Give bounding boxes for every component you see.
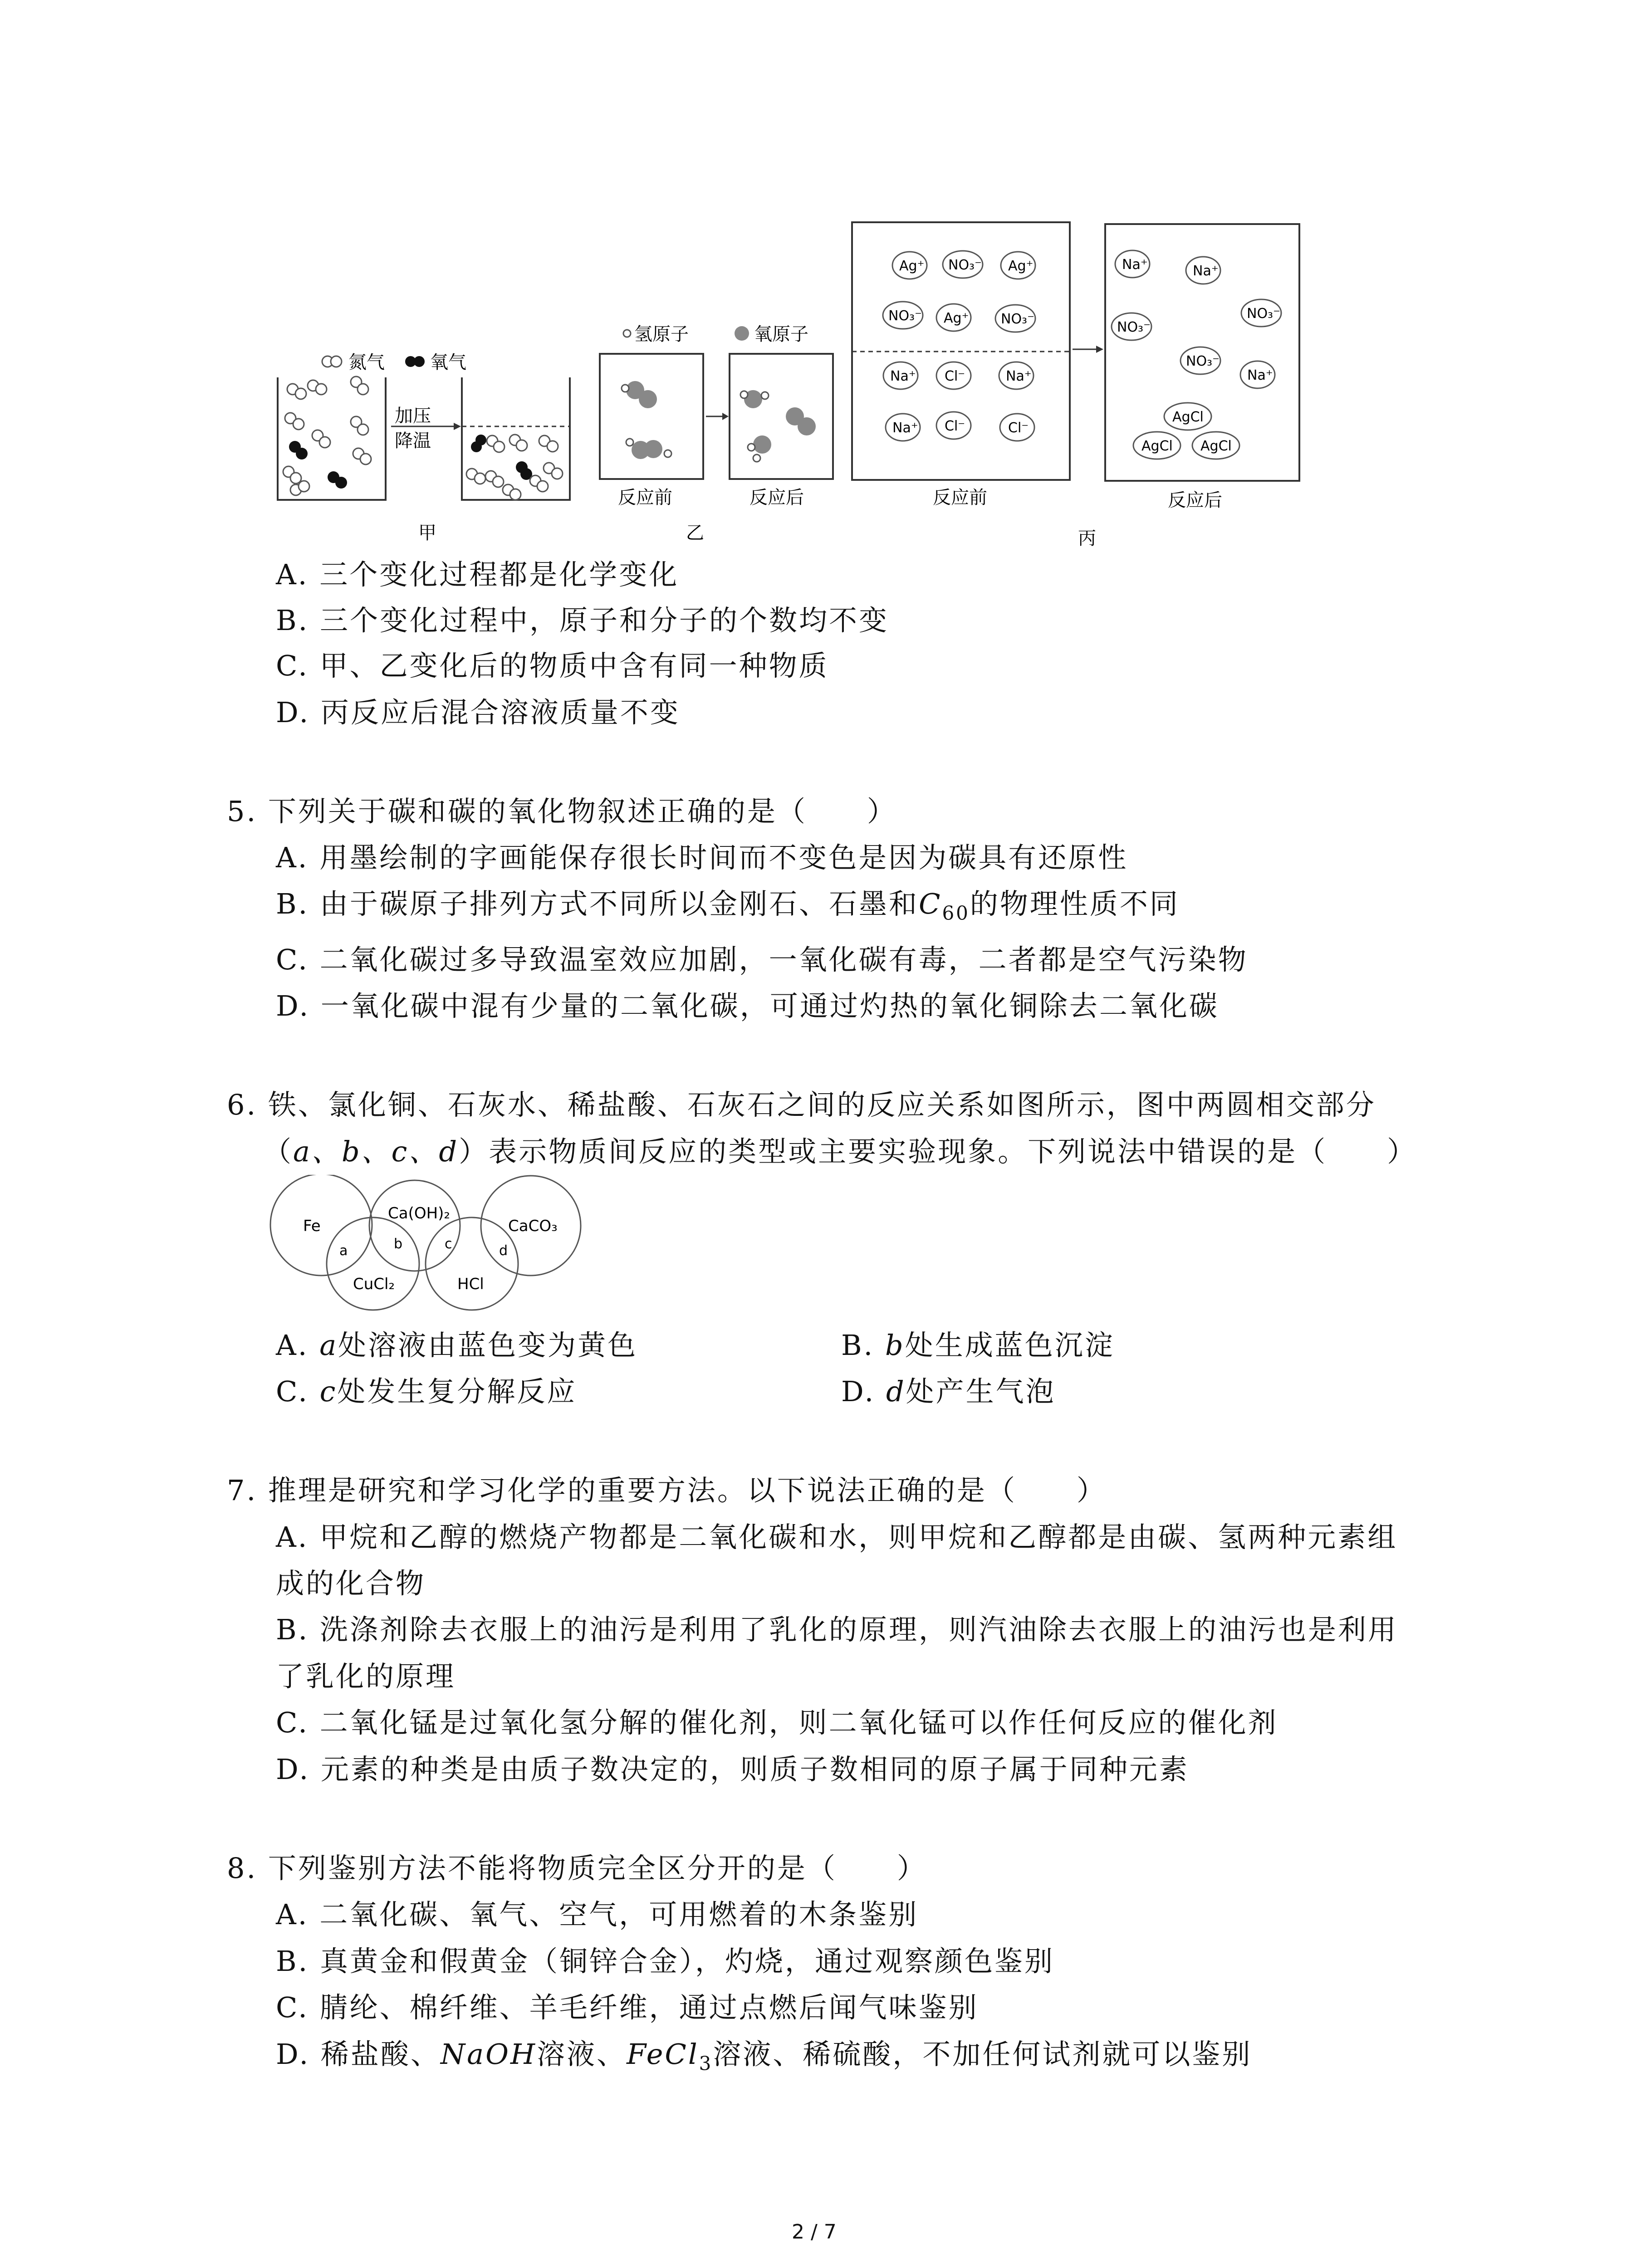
q6-option-d: [841, 1375, 1056, 1408]
ion: NO₃⁻: [1186, 353, 1220, 369]
q6-option-c: [276, 1375, 577, 1408]
q5-option-b: [276, 887, 1180, 924]
bing-before-box: [852, 222, 1070, 480]
q4-option-d: D. 丙反应后混合溶液质量不变: [276, 696, 680, 729]
fecl3-subscript: 3: [699, 2052, 713, 2075]
yi-legend: [623, 324, 808, 345]
q7-stem: 7. 推理是研究和学习化学的重要方法。以下说法正确的是（ ）: [227, 1474, 1107, 1507]
q6-venn-diagram: [0, 1175, 590, 1329]
label-yi: 乙: [686, 523, 704, 543]
letter: B.: [841, 1329, 875, 1362]
q8-d-tail: 溶液、稀硫酸，不加任何试剂就可以鉴别: [713, 2038, 1252, 2071]
q4-figure: [0, 0, 1641, 572]
q4-option-c: C. 甲、乙变化后的物质中含有同一种物质: [276, 649, 829, 682]
ion: Cl⁻: [945, 368, 965, 384]
ion: AgCl: [1141, 438, 1173, 454]
q8-option-a: A. 二氧化碳、氧气、空气，可用燃着的木条鉴别: [276, 1898, 919, 1931]
legend-nitrogen: 氮气: [348, 352, 385, 373]
q8-option-d: [276, 2040, 1252, 2073]
yi-before-box: [600, 354, 703, 479]
letter: D.: [841, 1375, 876, 1408]
ion: Na⁺: [1006, 368, 1032, 384]
paren: （: [263, 1135, 294, 1168]
q5-option-c: C. 二氧化碳过多导致温室效应加剧，一氧化碳有毒，二者都是空气污染物: [276, 943, 1248, 976]
label-d: d: [499, 1243, 508, 1259]
bing-after-box: [1105, 224, 1299, 481]
q7-line: 了乳化的原理: [276, 1660, 456, 1693]
jia-beaker-before: [278, 376, 386, 500]
naoh-formula: NaOH: [440, 2038, 537, 2071]
q8-d-prefix: D. 稀盐酸、: [276, 2038, 441, 2071]
label-caoh2: Ca(OH)₂: [388, 1204, 451, 1222]
ion: Na⁺: [892, 420, 918, 436]
var: b: [885, 1329, 905, 1362]
ion: Ag⁺: [899, 258, 925, 274]
label-yi-after: 反应后: [749, 487, 804, 508]
q8-d-mid: 溶液、: [537, 2038, 627, 2071]
ion: NO₃⁻: [948, 257, 982, 273]
c60-subscript: 60: [942, 902, 970, 924]
legend-oxygen: 氧气: [430, 352, 466, 373]
ion: AgCl: [1172, 409, 1204, 425]
label-jia: 甲: [418, 523, 436, 543]
letter: C.: [276, 1375, 309, 1408]
q5-option-b-tail: 的物理性质不同: [970, 887, 1180, 920]
circle-fe: [270, 1175, 372, 1276]
ion: Na⁺: [1122, 257, 1148, 273]
label-a: a: [339, 1243, 348, 1259]
q5-option-d: D. 一氧化碳中混有少量的二氧化碳，可通过灼热的氧化铜除去二氧化碳: [276, 989, 1219, 1022]
circle-cucl2: [327, 1217, 419, 1310]
ion: Cl⁻: [1008, 420, 1029, 436]
q5-option-a: A. 用墨绘制的字画能保存很长时间而不变色是因为碳具有还原性: [276, 841, 1128, 874]
arrow-label-cool: 降温: [395, 430, 431, 451]
q5-stem: 5. 下列关于碳和碳的氧化物叙述正确的是（ ）: [227, 795, 897, 828]
q6-stem-rest: ）表示物质间反应的类型或主要实验现象。下列说法中错误的是（ ）: [459, 1135, 1417, 1168]
ion: Na⁺: [1193, 263, 1219, 279]
c60-formula: C: [918, 887, 942, 920]
label-cucl2: CuCl₂: [353, 1275, 395, 1293]
q6-option-d-text: 处产生气泡: [906, 1375, 1056, 1408]
var: d: [886, 1375, 906, 1408]
q7-line: B. 洗涤剂除去衣服上的油污是利用了乳化的原理，则汽油除去衣服上的油污也是利用: [276, 1613, 1398, 1646]
ion: Na⁺: [890, 368, 916, 384]
label-hcl: HCl: [457, 1275, 484, 1293]
q6-option-a: [276, 1329, 638, 1362]
label-bing-before: 反应前: [933, 487, 987, 508]
q6-option-b: [841, 1329, 1115, 1362]
ion: Ag⁺: [1008, 258, 1034, 274]
q6-vars: a、b、c、d: [293, 1135, 459, 1168]
ion: NO₃⁻: [1247, 306, 1280, 322]
q8-option-b: B. 真黄金和假黄金（铜锌合金），灼烧，通过观察颜色鉴别: [276, 1945, 1054, 1978]
q6-stem-line2: [263, 1135, 1417, 1168]
label-fe: Fe: [303, 1217, 321, 1235]
ion: NO₃⁻: [1117, 319, 1151, 335]
legend-hydrogen: 氢原子: [634, 324, 689, 345]
q4-option-a: A. 三个变化过程都是化学变化: [276, 558, 679, 591]
letter: A.: [276, 1329, 309, 1362]
q4-option-b: B. 三个变化过程中，原子和分子的个数均不变: [276, 604, 889, 637]
ion: Cl⁻: [945, 418, 965, 434]
q8-stem: 8. 下列鉴别方法不能将物质完全区分开的是（ ）: [227, 1852, 927, 1885]
label-caco3: CaCO₃: [508, 1217, 558, 1235]
yi-after-box: [730, 354, 833, 479]
ion: NO₃⁻: [1001, 311, 1034, 327]
page-number: 2 / 7: [792, 2220, 837, 2244]
ion: NO₃⁻: [888, 308, 922, 324]
arrow-label-pressure: 加压: [395, 406, 431, 426]
label-bing: 丙: [1078, 528, 1096, 549]
jia-arrow: [391, 406, 461, 451]
jia-legend: [322, 352, 466, 373]
q6-stem-line1: 6. 铁、氯化铜、石灰水、稀盐酸、石灰石之间的反应关系如图所示，图中两圆相交部分: [227, 1088, 1376, 1121]
label-yi-before: 反应前: [618, 487, 672, 508]
legend-oxygen-atom: 氧原子: [754, 324, 808, 345]
fecl3-formula: FeCl: [627, 2038, 699, 2071]
var: c: [319, 1375, 338, 1408]
q7-line: 成的化合物: [276, 1567, 426, 1600]
q7-line: C. 二氧化锰是过氧化氢分解的催化剂，则二氧化锰可以作任何反应的催化剂: [276, 1706, 1278, 1739]
q6-option-c-text: 处发生复分解反应: [337, 1375, 577, 1408]
jia-beaker-after: [462, 377, 570, 500]
ion: AgCl: [1200, 438, 1232, 454]
q7-line: A. 甲烷和乙醇的燃烧产物都是二氧化碳和水，则甲烷和乙醇都是由碳、氢两种元素组: [276, 1520, 1398, 1554]
q8-option-c: C. 腈纶、棉纤维、羊毛纤维，通过点燃后闻气味鉴别: [276, 1991, 979, 2024]
label-c: c: [445, 1236, 452, 1252]
ion: Na⁺: [1247, 367, 1273, 383]
ion: Ag⁺: [944, 310, 969, 326]
label-b: b: [394, 1236, 403, 1252]
q5-option-b-text: B. 由于碳原子排列方式不同所以金刚石、石墨和: [276, 887, 919, 920]
q6-option-b-text: 处生成蓝色沉淀: [905, 1329, 1115, 1362]
q6-option-a-text: 处溶液由蓝色变为黄色: [338, 1329, 638, 1362]
q7-line: D. 元素的种类是由质子数决定的，则质子数相同的原子属于同种元素: [276, 1753, 1189, 1786]
label-bing-after: 反应后: [1168, 490, 1222, 511]
var: a: [319, 1329, 338, 1362]
